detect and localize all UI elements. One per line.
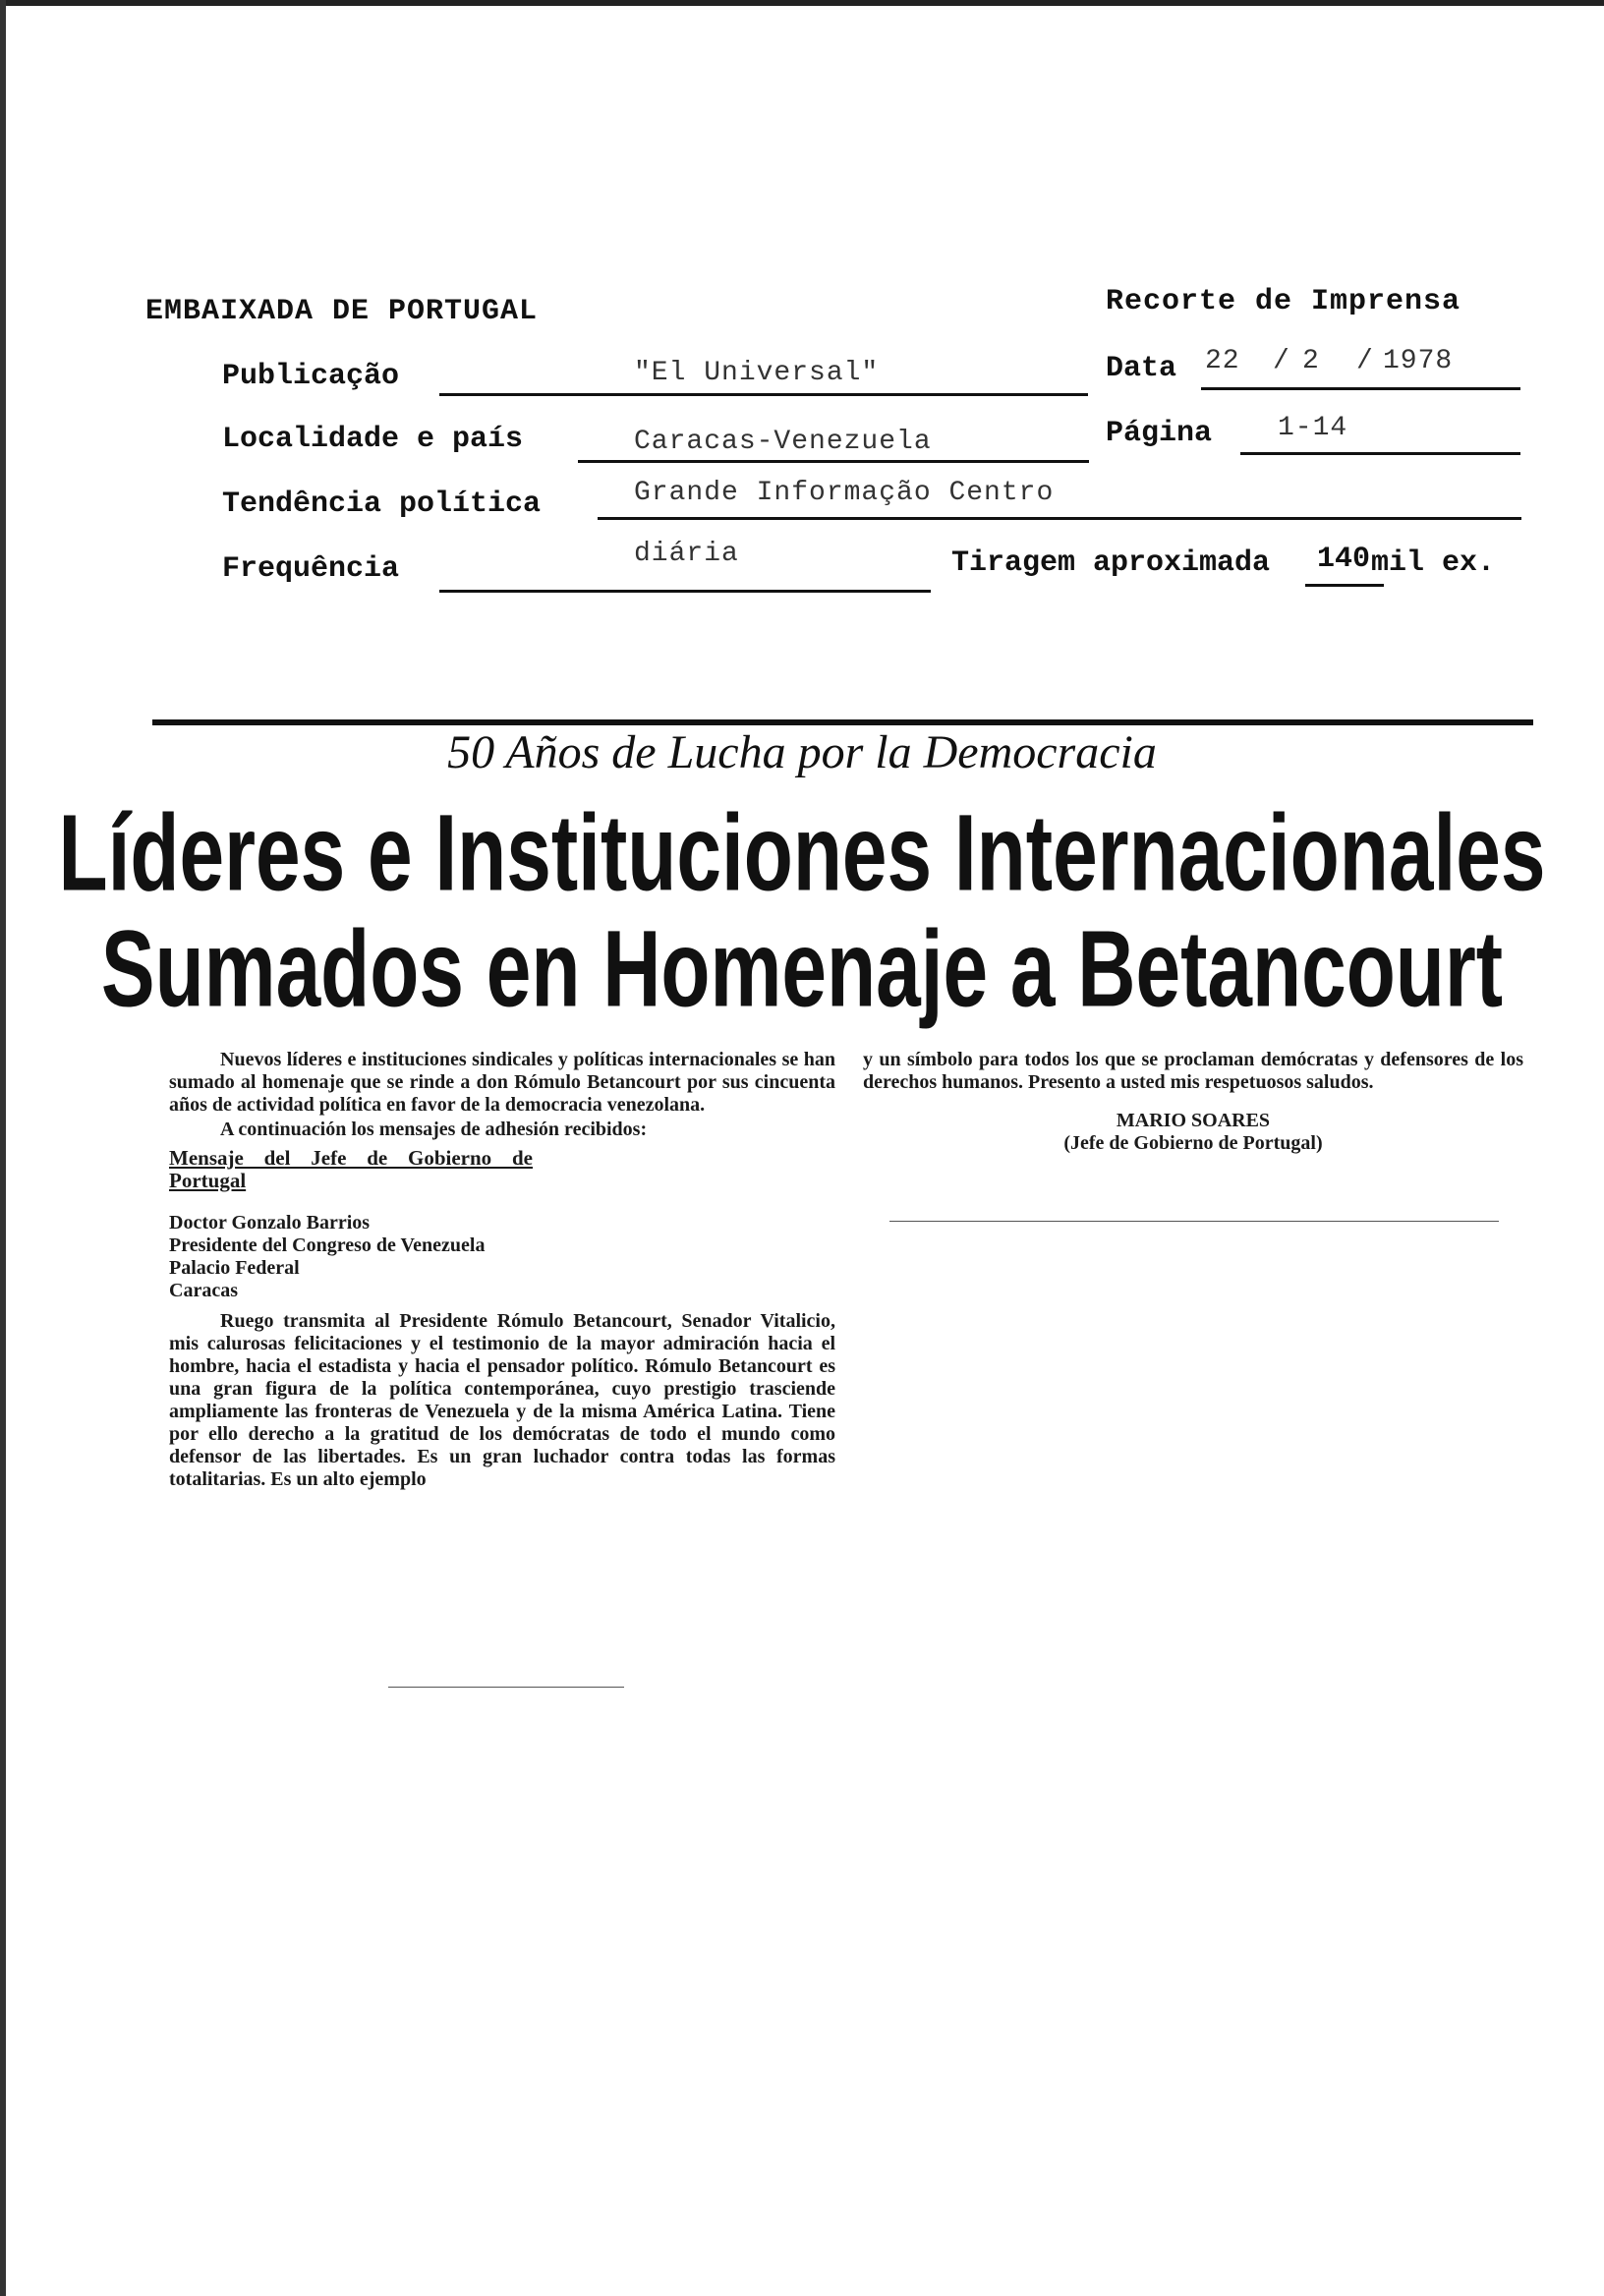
tendencia-value: Grande Informação Centro [634,478,1055,508]
article-kicker: 50 Años de Lucha por la Democracia [447,726,1157,778]
tiragem-value: 140 [1317,543,1371,576]
article-left-column [169,1049,835,1491]
embassy-heading: EMBAIXADA DE PORTUGAL [145,295,539,328]
signature-name: MARIO SOARES [1116,1110,1271,1131]
frequencia-label: Frequência [222,552,400,586]
doc-type-heading: Recorte de Imprensa [1106,285,1461,318]
data-label: Data [1106,352,1177,385]
column-end-rule [889,1221,1499,1222]
paragraph-message-body: Ruego transmita al Presidente Rómulo Betancourt, Senador Vitalicio, mis calurosas felicitaciones y el testimonio de la mayor admiración hacia el hombre, hacia el estadista y hacia el pensador político. Rómulo Betancourt es una gran figura de la política contemporánea, cuyo prestigio trasciende ampliamente las fronteras de Venezuela y de la misma América Latina. Tiene por ello derecho a la gratitud de los demócratas de todo el mundo como defensor de las libertades. Es un gran luchador contra todas las formas totalitarias. Es un alto ejemplo [169,1310,835,1490]
signature-title: (Jefe de Gobierno de Portugal) [1063,1132,1323,1154]
headline-line-1: Líderes e Instituciones Internacionales [58,792,1546,914]
data-month: 2 [1302,346,1320,376]
paragraph-intro: Nuevos líderes e instituciones sindicales y políticas internacionales se han sumado al homenaje que se rinde a don Rómulo Betancourt por sus cincuenta años de actividad política en favor de la democracia venezolana. [169,1049,835,1116]
publicacao-value: "El Universal" [634,358,880,388]
article-right-column [863,1049,1523,1155]
subhead-portugal: Mensaje del Jefe de Gobierno de Portugal [169,1146,533,1192]
scan-top-edge [0,0,1604,6]
paragraph-message-end: y un símbolo para todos los que se proclaman demócratas y defensores de los derechos humanos. Presento a usted mis respetuosos saludos. [863,1049,1523,1093]
tendencia-label: Tendência política [222,488,542,521]
headline-line-2: Sumados en Homenaje a Betancourt [100,908,1504,1030]
localidade-value: Caracas-Venezuela [634,427,932,457]
pagina-label: Página [1106,417,1213,450]
scan-left-edge [0,0,6,2296]
publicacao-label: Publicação [222,360,400,393]
tiragem-label: Tiragem aproximada [951,546,1271,580]
pagina-value: 1-14 [1278,413,1348,443]
address-line-1: Doctor Gonzalo Barrios [169,1212,371,1234]
data-day: 22 [1205,346,1240,376]
tiragem-suffix: mil ex. [1371,546,1496,580]
frequencia-value: diária [634,539,739,569]
data-year: 1978 [1383,346,1454,376]
address-line-4: Caracas [169,1280,238,1301]
address-line-3: Palacio Federal [169,1257,300,1279]
address-line-2: Presidente del Congreso de Venezuela [169,1234,486,1256]
paragraph-messages-intro: A continuación los mensajes de adhesión recibidos: [220,1119,648,1140]
localidade-label: Localidade e país [222,423,524,456]
column-end-rule-left [388,1687,624,1688]
